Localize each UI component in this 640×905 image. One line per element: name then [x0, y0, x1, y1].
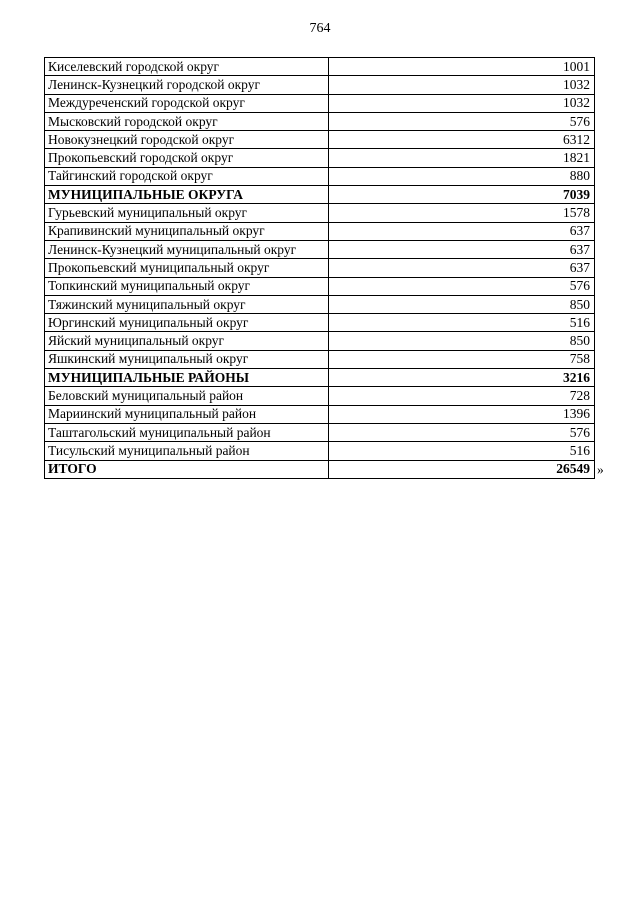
table-row: [45, 387, 595, 405]
table-row: [45, 314, 595, 332]
table-row: [45, 186, 595, 204]
territory-name: Новокузнецкий городской округ: [45, 131, 329, 149]
table-row: [45, 167, 595, 185]
territory-value: 880: [329, 167, 595, 185]
territory-name: Ленинск-Кузнецкий городской округ: [45, 76, 329, 94]
territory-name: Топкинский муниципальный округ: [45, 277, 329, 295]
territory-name: Мысковский городской округ: [45, 112, 329, 130]
table-row: [45, 112, 595, 130]
territory-name: Таштагольский муниципальный район: [45, 423, 329, 441]
table-row: [45, 259, 595, 277]
territory-value: 576: [329, 112, 595, 130]
territory-value: 7039: [329, 186, 595, 204]
territory-value: 1032: [329, 76, 595, 94]
table-row: [45, 369, 595, 387]
territory-name: МУНИЦИПАЛЬНЫЕ ОКРУГА: [45, 186, 329, 204]
territory-value: 516: [329, 314, 595, 332]
closing-quote-mark: »: [597, 462, 604, 477]
territory-value: 3216: [329, 369, 595, 387]
territory-value: 850: [329, 332, 595, 350]
table-row: [45, 405, 595, 423]
table-row: [45, 222, 595, 240]
table-row: [45, 240, 595, 258]
territory-value: 576: [329, 423, 595, 441]
territory-value: 1001: [329, 58, 595, 76]
territory-value: 637: [329, 259, 595, 277]
territory-value: 850: [329, 295, 595, 313]
territory-name: ИТОГО: [45, 460, 329, 478]
territory-name: Прокопьевский городской округ: [45, 149, 329, 167]
territory-name: Гурьевский муниципальный округ: [45, 204, 329, 222]
table-row: [45, 76, 595, 94]
table-row: [45, 277, 595, 295]
territory-value: 576: [329, 277, 595, 295]
territory-name: Яйский муниципальный округ: [45, 332, 329, 350]
territory-name: Прокопьевский муниципальный округ: [45, 259, 329, 277]
territory-value: 516: [329, 442, 595, 460]
table-row: [45, 131, 595, 149]
territory-value: 637: [329, 240, 595, 258]
territory-name: Тисульский муниципальный район: [45, 442, 329, 460]
territory-name: Киселевский городской округ: [45, 58, 329, 76]
table-row: [45, 204, 595, 222]
territory-value: 637: [329, 222, 595, 240]
territory-value: 1821: [329, 149, 595, 167]
territory-value: 6312: [329, 131, 595, 149]
table-row: [45, 332, 595, 350]
territory-value: 758: [329, 350, 595, 368]
territory-value: 728: [329, 387, 595, 405]
table-row: [45, 442, 595, 460]
page-number: 764: [309, 21, 331, 36]
territory-name: Мариинский муниципальный район: [45, 405, 329, 423]
table-row: [45, 295, 595, 313]
territory-name: Междуреченский городской округ: [45, 94, 329, 112]
territory-name: Ленинск-Кузнецкий муниципальный округ: [45, 240, 329, 258]
territory-name: Юргинский муниципальный округ: [45, 314, 329, 332]
territory-name: Беловский муниципальный район: [45, 387, 329, 405]
table-row: [45, 423, 595, 441]
territory-name: Тайгинский городской округ: [45, 167, 329, 185]
territory-value: 1396: [329, 405, 595, 423]
territory-name: МУНИЦИПАЛЬНЫЕ РАЙОНЫ: [45, 369, 329, 387]
territory-value: 26549: [329, 460, 595, 478]
territory-name: Яшкинский муниципальный округ: [45, 350, 329, 368]
territory-value: 1032: [329, 94, 595, 112]
table-row: [45, 460, 595, 478]
territory-name: Тяжинский муниципальный округ: [45, 295, 329, 313]
territory-value: 1578: [329, 204, 595, 222]
municipalities-table: [44, 57, 595, 479]
table-row: [45, 58, 595, 76]
table-row: [45, 350, 595, 368]
table-row: [45, 149, 595, 167]
table-row: [45, 94, 595, 112]
territory-name: Крапивинский муниципальный округ: [45, 222, 329, 240]
municipalities-table-body: [45, 58, 595, 479]
